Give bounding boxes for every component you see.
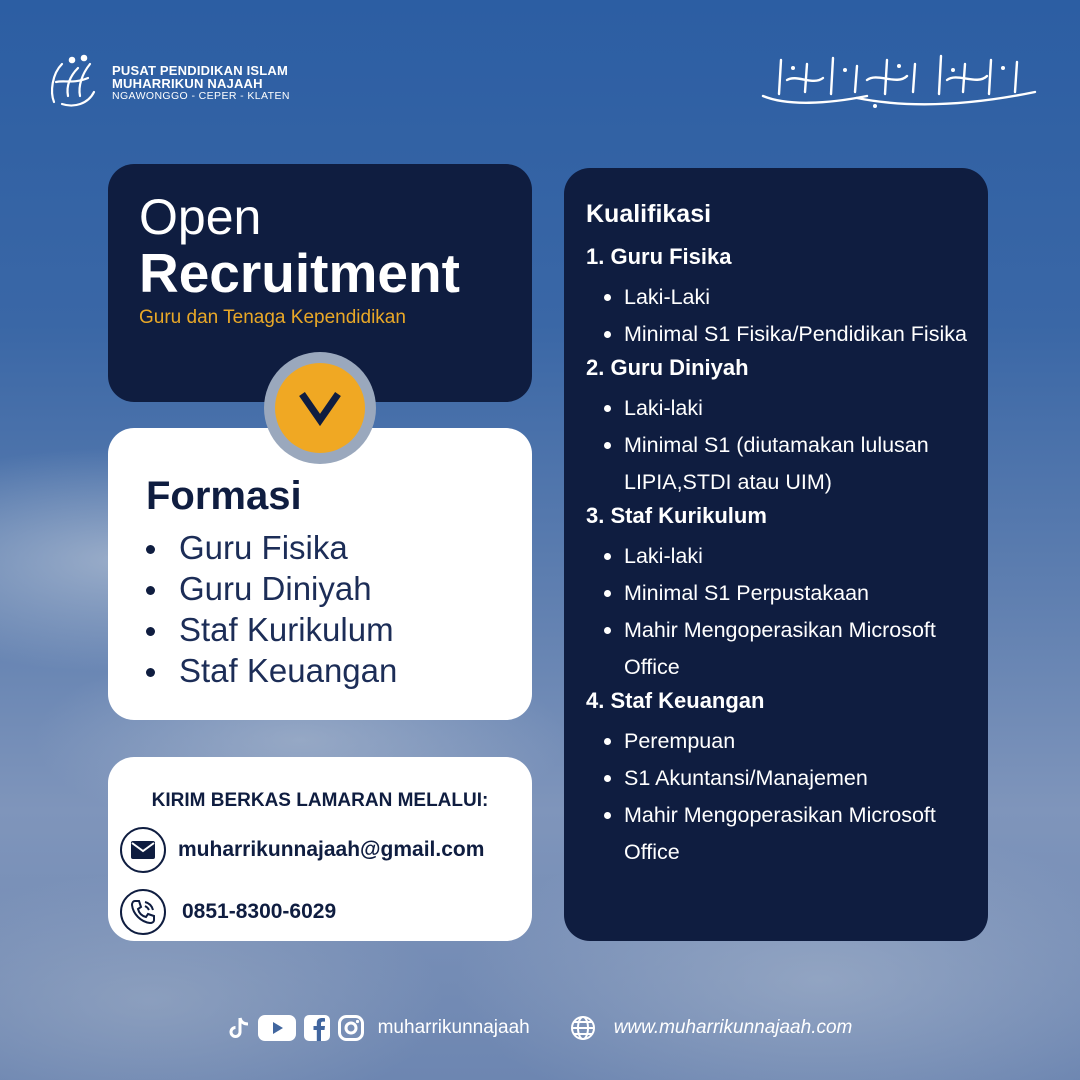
qualification-item [586,760,974,797]
qualification-item [586,427,974,501]
logo-line-3: NGAWONGGO - CEPER - KLATEN [112,90,290,103]
qualification-text: Laki-Laki [624,285,711,309]
kualifikasi-list [586,242,974,871]
bullet-icon [604,294,611,301]
email-address[interactable]: muharrikunnajaah@gmail.com [178,838,485,861]
contact-card [108,757,532,941]
qualification-heading: 2. Guru Diniyah [586,355,749,380]
list-item [146,571,397,612]
youtube-icon[interactable] [258,1015,296,1041]
bullet-icon [146,586,155,595]
bullet-icon [604,442,611,449]
bullet-icon [146,668,155,677]
bullet-icon [604,738,611,745]
hero-open-text: Open [139,189,262,245]
qualification-heading: 4. Staf Keuangan [586,688,765,713]
qualification-text: S1 Akuntansi/Manajemen [624,766,868,790]
logo-line-1: PUSAT PENDIDIKAN ISLAM [112,62,289,78]
qualification-item [586,390,974,427]
formasi-item-label: Staf Kurikulum [179,611,394,648]
phone-icon [120,889,166,935]
qualification-text: Laki-laki [624,396,703,420]
institution-logo [44,52,290,114]
footer [0,1010,1080,1046]
bullet-icon [604,812,611,819]
tiktok-icon[interactable] [228,1016,250,1040]
formasi-item-label: Staf Keuangan [179,652,398,689]
formasi-card [108,428,532,720]
globe-icon [570,1015,596,1041]
formasi-list [146,530,397,694]
arabic-calligraphy-title [757,50,1042,112]
qualification-text: Mahir Mengoperasikan Microsoft Office [624,803,936,864]
kualifikasi-title: Kualifikasi [586,200,712,228]
qualification-text: Minimal S1 Fisika/Pendidikan Fisika [624,322,967,346]
list-item [146,653,397,694]
qualification-heading: 3. Staf Kurikulum [586,503,767,528]
list-item [146,612,397,653]
qualification-text: Mahir Mengoperasikan Microsoft Office [624,618,936,679]
qualification-heading: 1. Guru Fisika [586,244,732,269]
calligraphy-logo-icon [44,52,102,114]
social-handle[interactable]: muharrikunnajaah [377,1017,530,1038]
chevron-ring [264,352,376,464]
logo-text [112,64,290,102]
scroll-down-button[interactable] [275,363,365,453]
formasi-item-label: Guru Diniyah [179,570,372,607]
email-row[interactable] [120,827,484,873]
logo-line-2: MUHARRIKUN NAJAAH [112,76,263,92]
instagram-icon[interactable] [338,1015,364,1041]
qualification-text: Minimal S1 Perpustakaan [624,581,869,605]
formasi-item-label: Guru Fisika [179,529,348,566]
qualification-item [586,797,974,871]
bullet-icon [146,545,155,554]
qualification-text: Minimal S1 (diutamakan lulusan LIPIA,STDI atau UIM) [624,433,929,494]
phone-number[interactable]: 0851-8300-6029 [182,900,337,923]
qualification-item [586,316,974,353]
website-link[interactable]: www.muharrikunnajaah.com [613,1017,853,1038]
email-icon [120,827,166,873]
qualification-item [586,538,974,575]
hero-recruitment-text: Recruitment [139,242,460,304]
qualification-item [586,575,974,612]
bullet-icon [604,627,611,634]
contact-title: KIRIM BERKAS LAMARAN MELALUI: [151,790,489,811]
phone-row[interactable] [120,889,336,935]
kualifikasi-card [564,168,988,941]
bullet-icon [604,775,611,782]
bullet-icon [604,553,611,560]
list-item [146,530,397,571]
chevron-down-icon [298,388,342,428]
hero-subtitle: Guru dan Tenaga Kependidikan [139,307,406,328]
qualification-text: Perempuan [624,729,736,753]
qualification-item [586,723,974,760]
bullet-icon [604,590,611,597]
formasi-title: Formasi [146,474,302,518]
facebook-icon[interactable] [304,1015,330,1041]
bullet-icon [604,331,611,338]
bullet-icon [604,405,611,412]
bullet-icon [146,627,155,636]
qualification-item [586,279,974,316]
qualification-item [586,612,974,686]
qualification-text: Laki-laki [624,544,703,568]
